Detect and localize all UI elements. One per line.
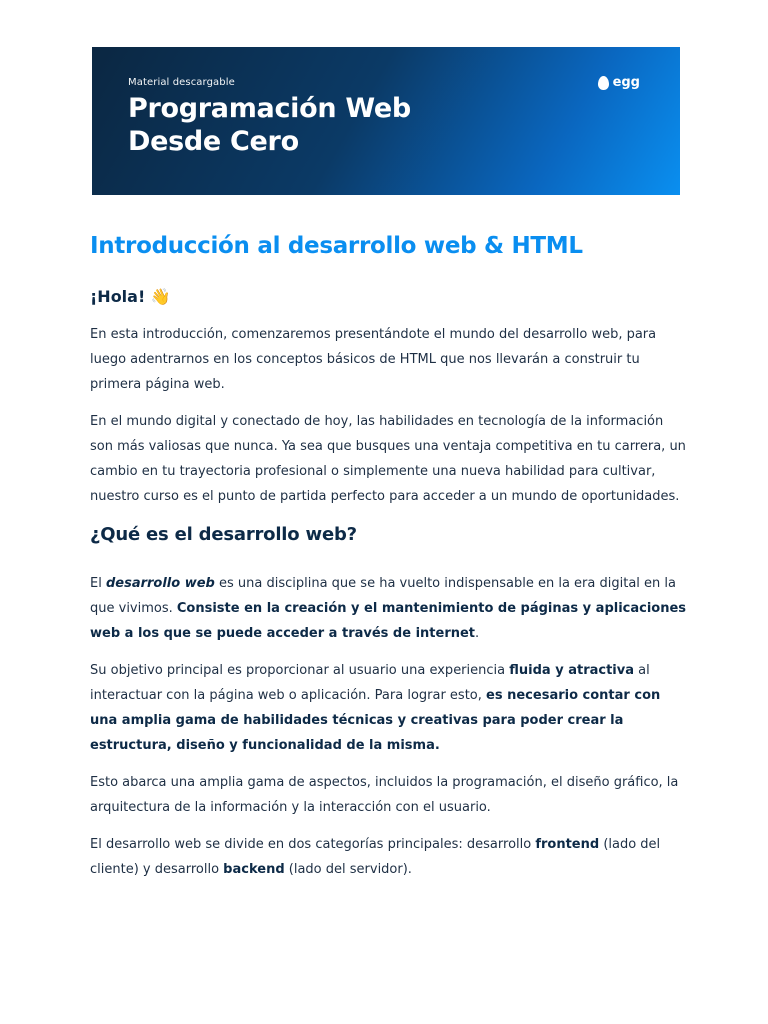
intro-paragraph-2: En el mundo digital y conectado de hoy, las habilidades en tecnología de la información son más valiosas que nunca. Ya sea que busques una ventaja competitiva en tu carrera, un cambio en tu trayectoria profesional o simplemente una nueva habilidad para cultivar, nuestro curso es el punto de partida perfecto para acceder a un mundo de oportunidades. [90, 414, 686, 504]
section-heading: ¿Qué es el desarrollo web? [90, 524, 357, 545]
bold-text: fluida y atractiva [509, 663, 634, 678]
bold-text: backend [223, 862, 285, 877]
bold-text: frontend [535, 837, 600, 852]
text-run: . [475, 626, 480, 641]
text-run: es una disciplina que se ha vuelto indispensable en la era digital en la que vivimos. [90, 576, 676, 616]
banner-kicker: Material descargable [128, 77, 235, 88]
text-run: Su objetivo principal es proporcionar al usuario una experiencia [90, 663, 510, 678]
intro-paragraph-1: En esta introducción, comenzaremos presentándote el mundo del desarrollo web, para luego adentrarnos en los conceptos básicos de HTML que nos llevarán a construir tu primera página web. [90, 327, 657, 392]
text-run: El desarrollo web se divide en dos categorías principales: desarrollo [90, 837, 536, 852]
banner-title [128, 92, 548, 158]
header-banner [92, 47, 680, 195]
brand-logo [598, 75, 640, 90]
text-run: (lado del cliente) y desarrollo [90, 837, 661, 877]
banner-title-line-2: Desde Cero [128, 126, 299, 157]
text-run: al interactuar con la página web o aplicación. Para lograr esto, [90, 663, 650, 703]
bold-text: es necesario contar con una amplia gama de habilidades técnicas y creativas para poder crear la estructura, diseño y funcionalidad de la misma. [90, 688, 661, 753]
text-run: El [90, 576, 106, 591]
brand-name: egg [612, 75, 640, 90]
greeting-heading: ¡Hola! 👋 [90, 287, 171, 306]
bold-text: Consiste en la creación y el mantenimiento de páginas y aplicaciones web a los que se puede acceder a través de internet [90, 601, 687, 641]
egg-icon [598, 76, 609, 90]
scope-paragraph: Esto abarca una amplia gama de aspectos, incluidos la programación, el diseño gráfico, la arquitectura de la información y la interacción con el usuario. [90, 775, 679, 815]
banner-title-line-1: Programación Web [128, 93, 411, 124]
text-run: (lado del servidor). [284, 862, 412, 877]
emphasis-text: desarrollo web [105, 576, 215, 591]
objective-paragraph [90, 658, 690, 758]
categories-paragraph [90, 832, 690, 882]
document-title: Introducción al desarrollo web & HTML [90, 233, 583, 259]
definition-paragraph [90, 571, 690, 646]
document-body [90, 226, 690, 892]
